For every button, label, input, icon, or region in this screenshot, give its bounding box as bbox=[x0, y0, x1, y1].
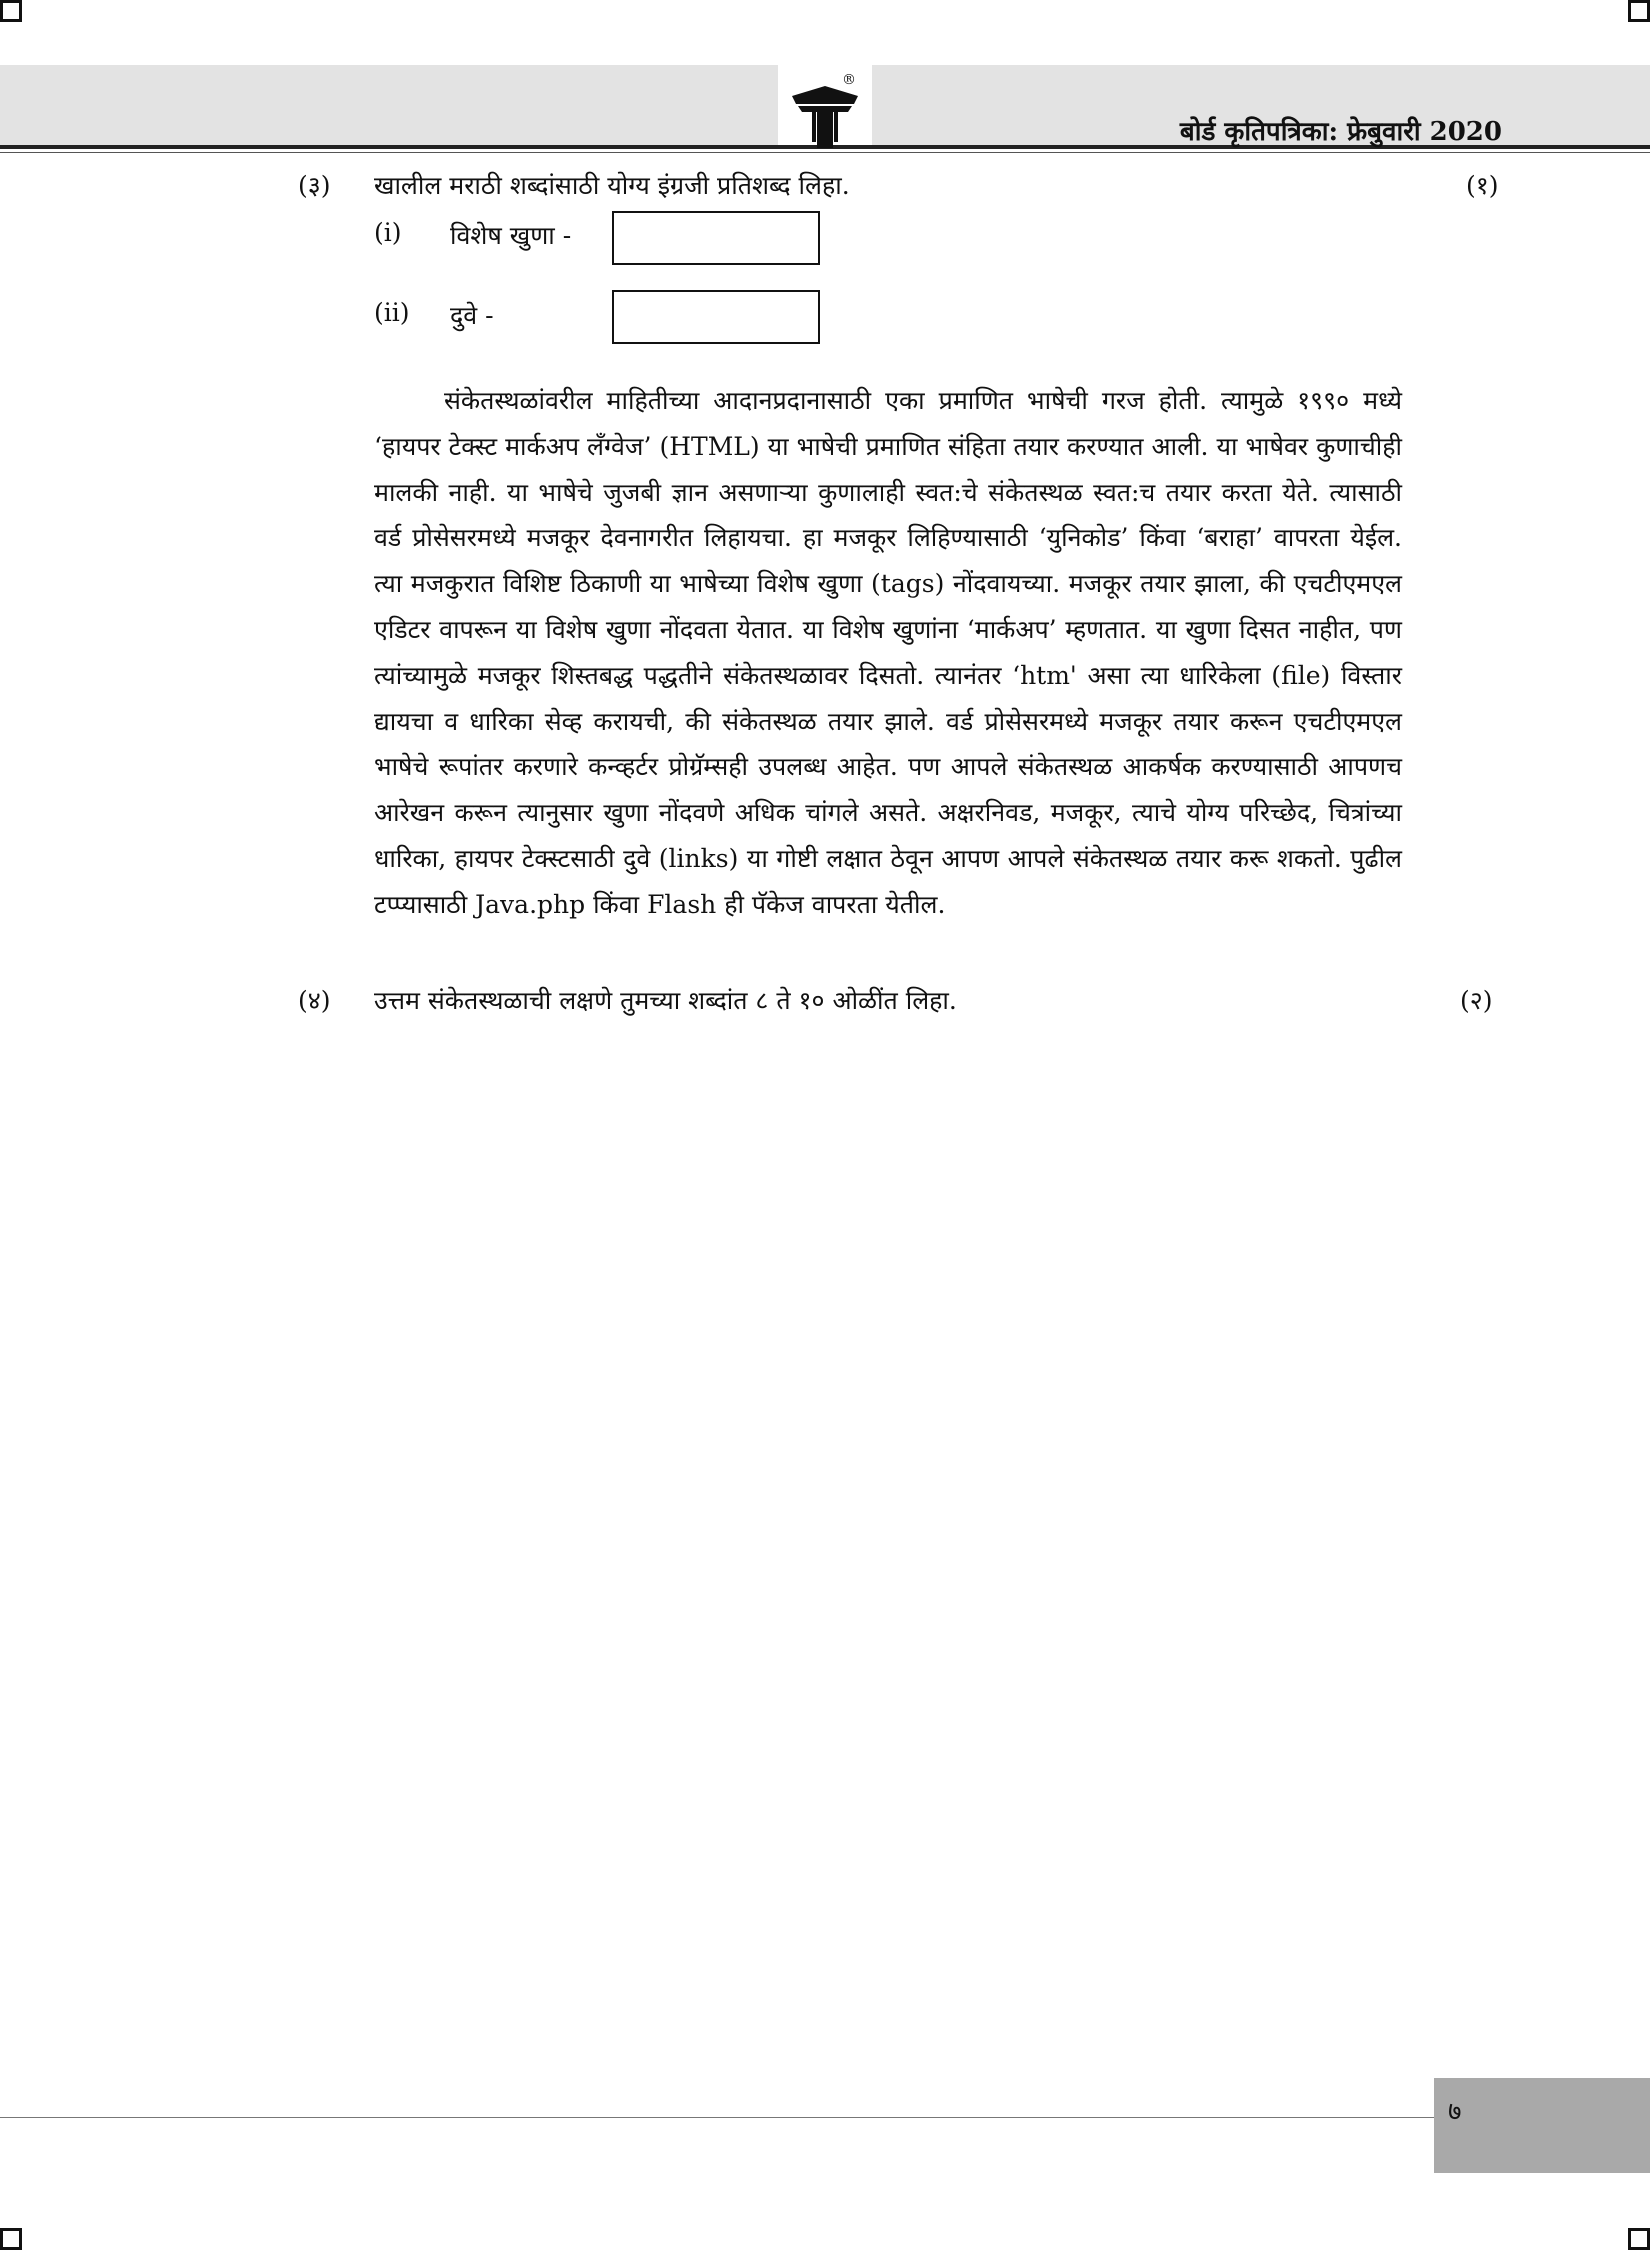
question-4-marks: (२) bbox=[1460, 986, 1493, 1015]
question-3-text: खालील मराठी शब्दांसाठी योग्य इंग्रजी प्रतिशब्द लिहा. bbox=[374, 171, 850, 200]
answer-box-2[interactable] bbox=[612, 290, 820, 344]
answer-box-1[interactable] bbox=[612, 211, 820, 265]
publisher-logo-icon bbox=[788, 82, 862, 148]
question-3-marks: (१) bbox=[1466, 171, 1499, 200]
header-rule-thin bbox=[0, 152, 1650, 153]
crop-mark-bottom-right bbox=[1628, 2228, 1650, 2250]
question-4-number: (४) bbox=[298, 986, 331, 1015]
passage-text: संकेतस्थळांवरील माहितीच्या आदानप्रदानासाठी एका प्रमाणित भाषेची गरज होती. त्यामुळे १९९० मध्ये ‘हायपर टेक्स्ट मार्कअप लँग्वेज’ (HTML) या भाषेची प्रमाणित संहिता तयार करण्यात आली. या भाषेवर कुणाचीही मालकी नाही. या भाषेचे जुजबी ज्ञान असणाऱ्या कुणालाही स्वत:चे संकेतस्थळ स्वत:च तयार करता येते. त्यासाठी वर्ड प्रोसेसरमध्ये मजकूर देवनागरीत लिहायचा. हा मजकूर लिहिण्यासाठी ‘युनिकोड’ किंवा ‘बराहा’ वापरता येईल. त्या मजकुरात विशिष्ट ठिकाणी या भाषेच्या विशेष खुणा (tags) नोंदवायच्या. मजकूर तयार झाला, की एचटीएमएल एडिटर वापरून या विशेष खुणा नोंदवता येतात. या विशेष खुणांना ‘मार्कअप’ म्हणतात. या खुणा दिसत नाहीत, पण त्यांच्यामुळे मजकूर शिस्तबद्ध पद्धतीने संकेतस्थळावर दिसतो. त्यानंतर ‘htm' असा त्या धारिकेला (file) विस्तार द्यायचा व धारिका सेव्ह करायची, की संकेतस्थळ तयार झाले. वर्ड प्रोसेसरमध्ये मजकूर तयार करून एचटीएमएल भाषेचे रूपांतर करणारे कन्व्हर्टर प्रोग्रॅम्सही उपलब्ध आहेत. पण आपले संकेतस्थळ आकर्षक करण्यासाठी आपणच आरेखन करून त्यानुसार खुणा नोंदवणे अधिक चांगले असते. अक्षरनिवड, मजकूर, त्याचे योग्य परिच्छेद, चित्रांच्या धारिका, हायपर टेक्स्टसाठी दुवे (links) या गोष्टी लक्षात ठेवून आपण आपले संकेतस्थळ तयार करू शकतो. पुढील टप्प्यासाठी Java.php किंवा Flash ही पॅकेज वापरता येतील. bbox=[374, 386, 1402, 919]
crop-mark-top-right bbox=[1628, 0, 1650, 22]
page-number: ७ bbox=[1448, 2097, 1462, 2127]
item-1-label: (i) bbox=[374, 218, 402, 247]
footer-page-box bbox=[1434, 2078, 1650, 2173]
crop-mark-top-left bbox=[0, 0, 22, 22]
question-3-number: (३) bbox=[298, 171, 331, 200]
item-2-label: (ii) bbox=[374, 298, 410, 327]
passage-paragraph bbox=[374, 378, 1402, 928]
item-2-term: दुवे - bbox=[450, 301, 494, 330]
footer-rule bbox=[0, 2117, 1650, 2118]
question-4-text: उत्तम संकेतस्थळाची लक्षणे तुमच्या शब्दांत ८ ते १० ओळींत लिहा. bbox=[374, 986, 957, 1015]
crop-mark-bottom-left bbox=[0, 2228, 22, 2250]
item-1-term: विशेष खुणा - bbox=[450, 221, 572, 250]
header-title: बोर्ड कृतिपत्रिका: फ्रेबुवारी 2020 bbox=[1179, 117, 1502, 147]
registered-mark: ® bbox=[842, 72, 856, 88]
header-band-left bbox=[0, 65, 778, 145]
